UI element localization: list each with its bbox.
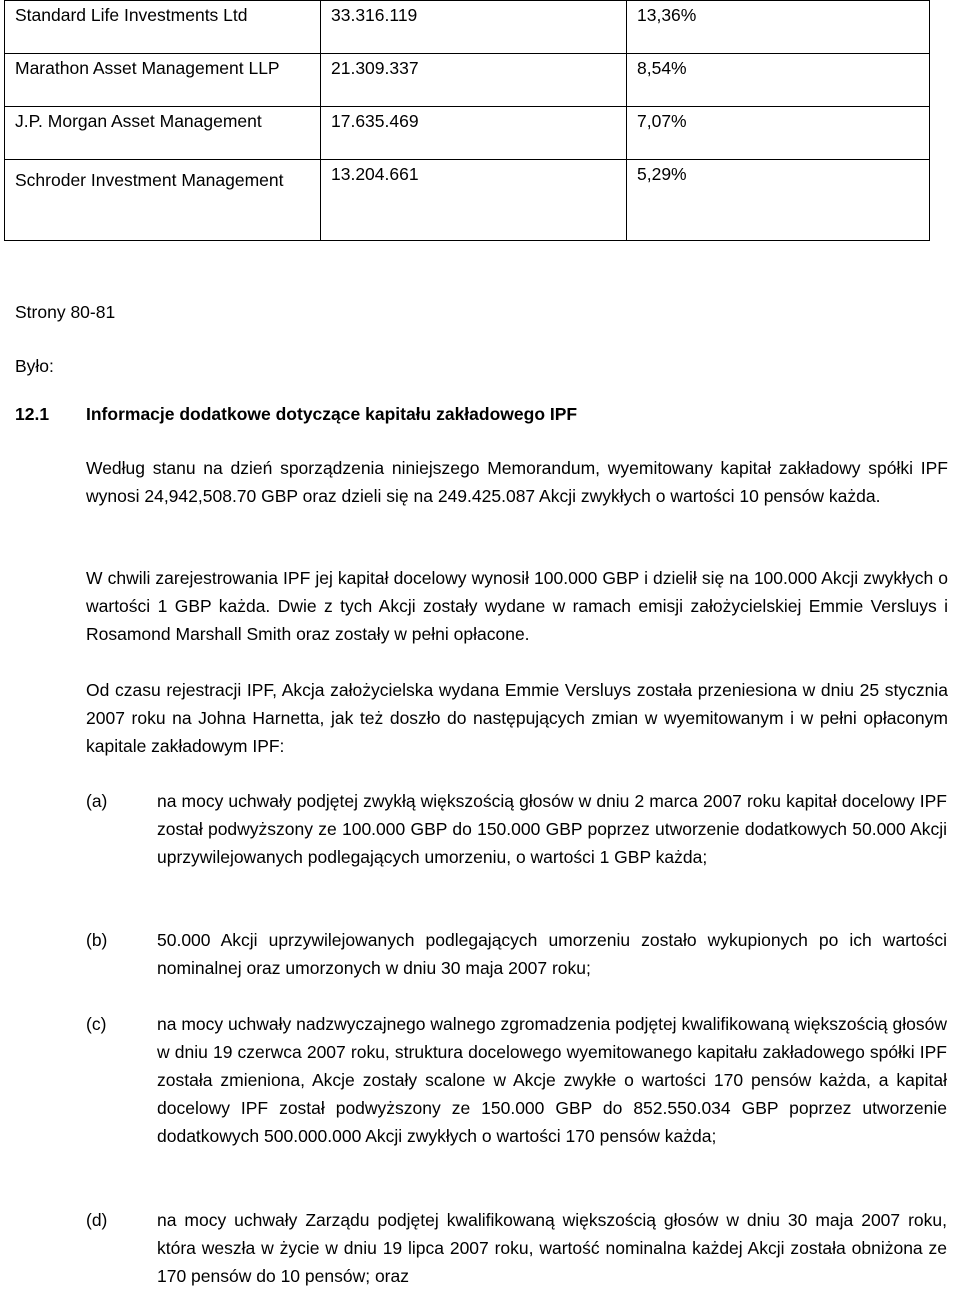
holder-name: Schroder Investment Management — [5, 160, 321, 241]
paragraph-changes-intro: Od czasu rejestracji IPF, Akcja założycielska wydana Emmie Versluys została przeniesiona w dniu 25 stycznia 2007 roku na Johna Harnetta, jak też doszło do następujących zmian w wyemitowanym i w pełni opłaconym kapitale zakładowym IPF: — [86, 680, 948, 756]
holder-percent: 13,36% — [627, 1, 930, 54]
holder-shares: 17.635.469 — [321, 107, 627, 160]
holder-percent: 5,29% — [627, 160, 930, 241]
section-number: 12.1 — [15, 404, 50, 424]
item-text: 50.000 Akcji uprzywilejowanych podlegających umorzeniu zostało wykupionych po ich wartości nominalnej oraz umorzonych w dniu 30 maja 2007 roku; — [157, 930, 947, 978]
was-label: Było: — [15, 356, 54, 376]
table-row — [5, 160, 930, 241]
paragraph-current-capital: Według stanu na dzień sporządzenia niniejszego Memorandum, wyemitowany kapitał zakładowy spółki IPF wynosi 24,942,508.70 GBP oraz dzieli się na 249.425.087 Akcji zwykłych o wartości 10 pensów każda. — [86, 458, 948, 506]
pages-heading: Strony 80-81 — [15, 302, 116, 322]
holder-name: Marathon Asset Management LLP — [5, 54, 321, 107]
table-row — [5, 54, 930, 107]
item-text: na mocy uchwały podjętej zwykłą większością głosów w dniu 2 marca 2007 roku kapitał docelowy IPF został podwyższony ze 100.000 GBP do 150.000 GBP poprzez utworzenie dodatkowych 50.000 Akcji uprzywilejowanych podlegających umorzeniu, o wartości 1 GBP każda; — [157, 791, 947, 867]
holder-shares: 21.309.337 — [321, 54, 627, 107]
section-title: Informacje dodatkowe dotyczące kapitału zakładowego IPF — [86, 404, 578, 424]
holder-shares: 33.316.119 — [321, 1, 627, 54]
paragraph-registration: W chwili zarejestrowania IPF jej kapitał docelowy wynosił 100.000 GBP i dzielił się na 100.000 Akcji zwykłych o wartości 1 GBP każda. Dwie z tych Akcji zostały wydane w ramach emisji założycielskiej Emmie Versluys i Rosamond Marshall Smith oraz zostały w pełni opłacone. — [86, 568, 948, 644]
holder-name: Standard Life Investments Ltd — [5, 1, 321, 54]
table-row — [5, 107, 930, 160]
table-row — [5, 1, 930, 54]
holder-percent: 7,07% — [627, 107, 930, 160]
item-label: (b) — [86, 930, 108, 950]
item-label: (c) — [86, 1014, 107, 1034]
holder-percent: 8,54% — [627, 54, 930, 107]
holder-name: J.P. Morgan Asset Management — [5, 107, 321, 160]
item-text: na mocy uchwały nadzwyczajnego walnego zgromadzenia podjętej kwalifikowaną większością głosów w dniu 19 czerwca 2007 roku, struktura docelowego wyemitowanego kapitału zakładowego spółki IPF została zmieniona, Akcje zostały scalone w Akcje zwykłe o wartości 170 pensów każda, a kapitał docelowy IPF został podwyższony ze 150.000 GBP do 852.550.034 GBP poprzez utworzenie dodatkowych 500.000.000 Akcji zwykłych o wartości 170 pensów każda; — [157, 1014, 947, 1146]
item-text: na mocy uchwały Zarządu podjętej kwalifikowaną większością głosów w dniu 30 maja 2007 roku, która weszła w życie w dniu 19 lipca 2007 roku, wartość nominalna każdej Akcji została obniżona ze 170 pensów do 10 pensów; oraz — [157, 1210, 947, 1286]
item-label: (d) — [86, 1210, 108, 1230]
item-label: (a) — [86, 791, 108, 811]
holder-shares: 13.204.661 — [321, 160, 627, 241]
shareholders-table — [4, 0, 930, 241]
